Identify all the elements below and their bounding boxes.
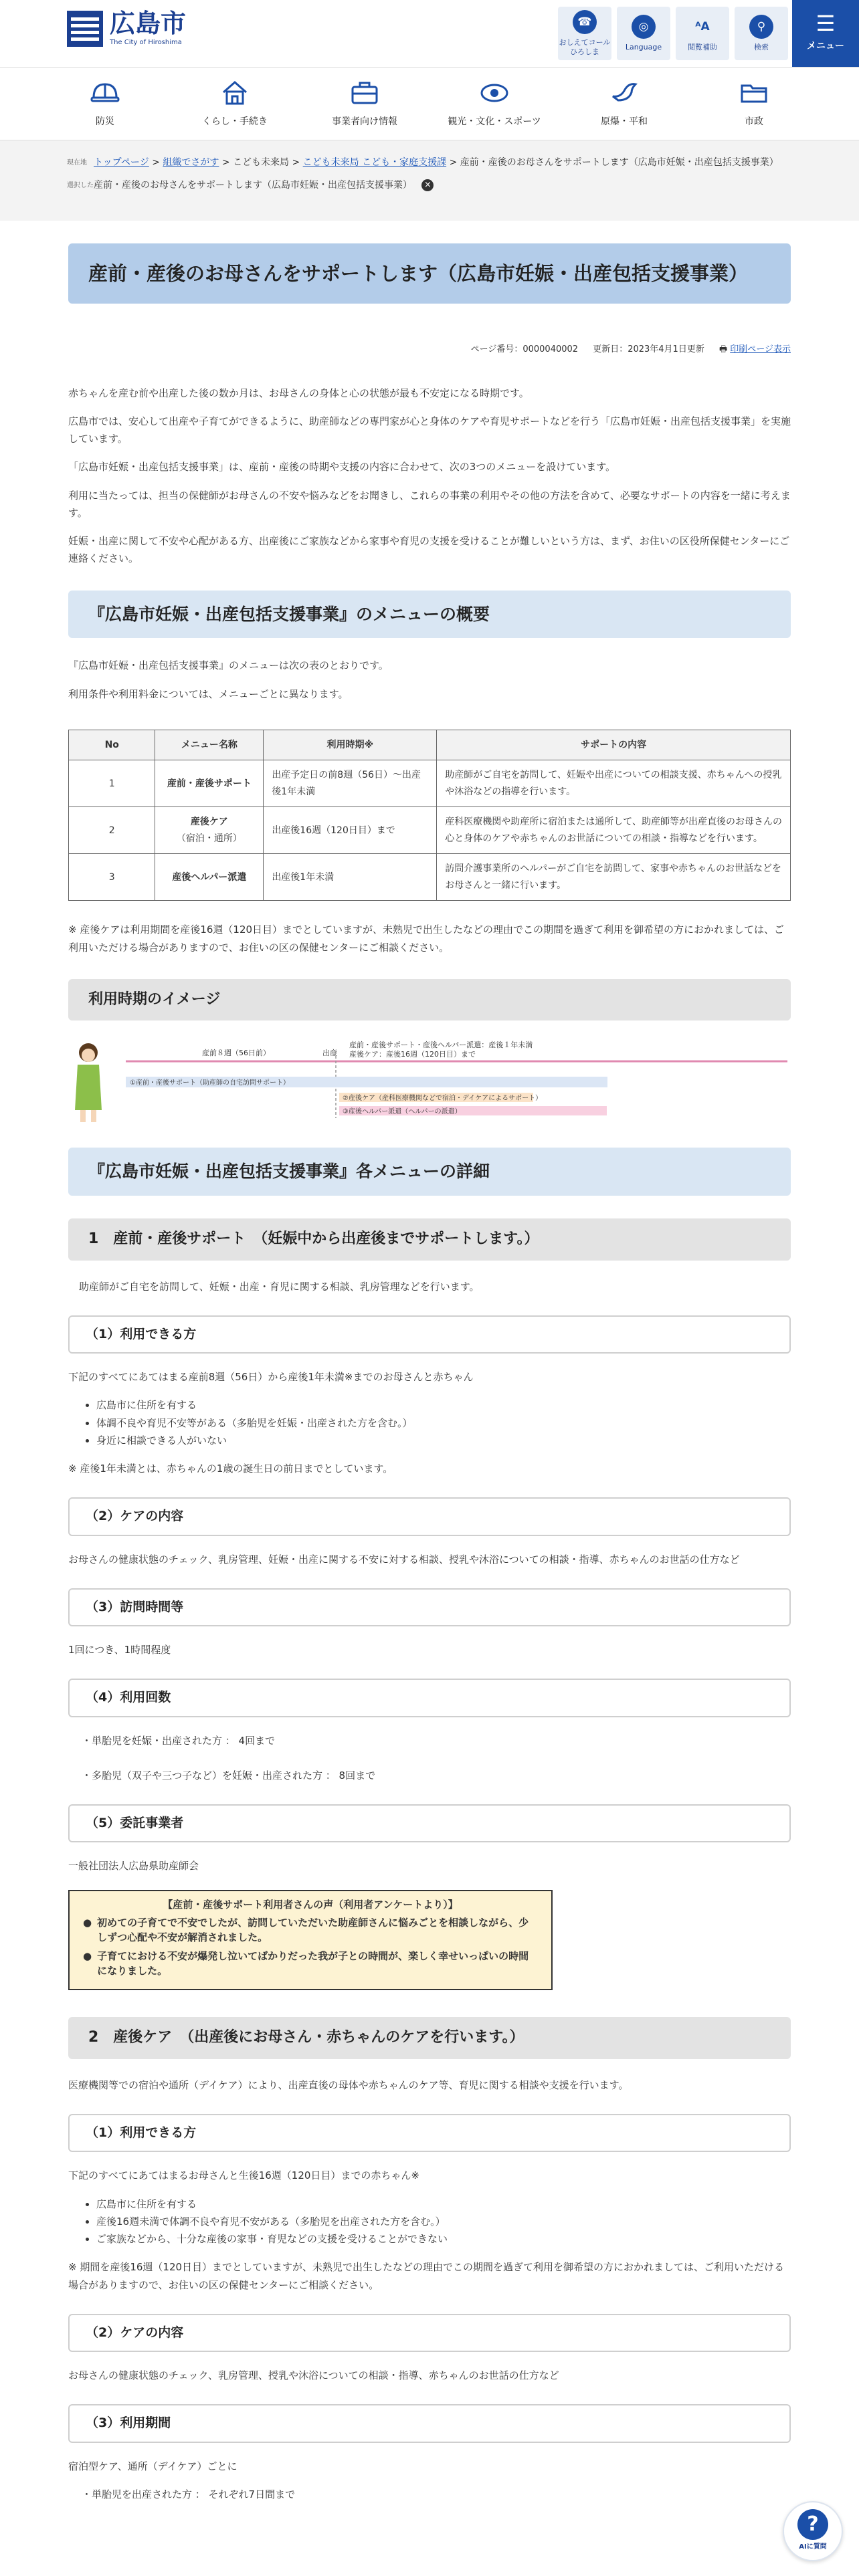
breadcrumb-bureau: こども未来局: [233, 157, 290, 168]
s2-period-text: 宿泊型ケア、通所（デイケア）ごとに: [68, 2460, 237, 2472]
timeline-bar-label: ②産後ケア（産科医療機関などで宿泊・デイケアによるサポート）: [343, 1095, 543, 1103]
timeline-bar-label: ③産後ヘルパー派遣（ヘルパーの派遣）: [343, 1108, 462, 1116]
language-button[interactable]: [617, 7, 670, 60]
timeline-diagram: [68, 1038, 791, 1125]
s1-time-text: 1回につき、1時間程度: [68, 1644, 171, 1656]
intro-paragraph: 妊娠・出産に関して不安や心配がある方、出産後にご家族などから家事や育児の支援を受けることが難しいという方は、まず、お住いの区役所保健センターにご連絡ください。: [68, 535, 790, 565]
intro-paragraph: 赤ちゃんを産む前や出産した後の数か月は、お母さんの身体と心の状態が最も不安定になる時期です。: [68, 387, 529, 399]
page-number: ページ番号：0000040002: [470, 344, 579, 354]
search-label: 検索: [754, 42, 769, 51]
gnav-label: くらし・手続き: [202, 116, 268, 127]
menu-button[interactable]: [792, 0, 859, 67]
call-center-label: おしえてコール ひろしま: [559, 37, 611, 56]
language-label: Language: [625, 42, 662, 51]
intro-text: [68, 385, 791, 568]
s2-eligible-list: [68, 2195, 791, 2248]
s1-org-text: 一般社団法人広島県助産師会: [68, 1860, 199, 1872]
gnav-item-disaster[interactable]: [40, 68, 170, 140]
s2-eligible-note: ※ 期間を産後16週（120日目）までとしていますが、未熟児で出生したなどの理由でこの期間を過ぎて利用を御希望の方におかれましては、ご利用いただける場合がありますので、お住いの区の保健センターにご相談ください。: [68, 2261, 785, 2291]
s2-eligible-text: 下記のすべてにあてはまるお母さんと生後16週（120日目）までの赤ちゃん※: [68, 2169, 419, 2182]
s2-period-list: [68, 2486, 791, 2503]
filter-tag: 選択した: [67, 181, 94, 189]
table-cell: 訪問介護事業所のヘルパーがご自宅を訪問して、家事や赤ちゃんのお世話などをお母さんと一緒に行います。: [437, 854, 791, 901]
hamburger-icon: ☰: [816, 10, 836, 36]
s2-care-heading: （2）ケアの内容: [68, 2314, 791, 2352]
logo-title: 広島市: [110, 9, 187, 38]
s1-org-heading: （5）委託事業者: [68, 1804, 791, 1842]
table-cell: [155, 807, 264, 854]
table-cell: 出産予定日の前8週（56日）～出産後1年未満: [264, 760, 437, 807]
table-cell: 2: [69, 807, 155, 854]
search-button[interactable]: [735, 7, 788, 60]
folder-icon: [739, 78, 769, 108]
list-item: ・単胎児を出産された方 ： それぞれ7日間まで: [82, 2488, 296, 2500]
list-item: • 産後16週未満で体調不良や育児不安がある（多胎児を出産された方を含む。）: [96, 2213, 791, 2230]
s1-care-heading: （2）ケアの内容: [68, 1497, 791, 1535]
timeline-bar-label: ①産前・産後サポート（助産師の自宅訪問サポート）: [130, 1079, 290, 1087]
gnav-label: 防災: [96, 116, 114, 127]
table-cell-sub: （宿泊・通所）: [176, 833, 242, 844]
gnav-label: 観光・文化・スポーツ: [448, 116, 541, 127]
breadcrumb-org-link[interactable]: 組織でさがす: [163, 157, 219, 168]
overview-text: 利用条件や利用料金については、メニューごとに異なります。: [68, 687, 349, 700]
table-cell: 1: [69, 760, 155, 807]
bullet-icon: ●: [83, 1949, 92, 1962]
breadcrumb-top-link[interactable]: トップページ: [94, 157, 149, 168]
ai-help-button[interactable]: [783, 2501, 843, 2561]
voice-item: [83, 1949, 538, 1979]
updated-date: 更新日：2023年4月1日更新: [593, 344, 704, 354]
menu-table: [68, 730, 791, 901]
list-item: • 広島市に住所を有する: [96, 2195, 791, 2213]
gnav-label: 事業者向け情報: [332, 116, 397, 127]
timeline-image: [68, 1038, 791, 1125]
list-item: • 体調不良や育児不安等がある（多胎児を妊娠・出産された方を含む。）: [96, 1414, 791, 1432]
briefcase-icon: [349, 78, 380, 108]
table-cell: 産後ヘルパー派遣: [155, 854, 264, 901]
search-icon: ⚲: [749, 15, 773, 39]
list-item: • ご家族などから、十分な産後の家事・育児などの支援を受けることができない: [96, 2230, 791, 2248]
question-icon: ?: [797, 2509, 828, 2540]
table-header: サポートの内容: [437, 730, 791, 760]
call-center-button[interactable]: [558, 7, 611, 60]
house-icon: [219, 78, 250, 108]
eye-icon: [479, 78, 510, 108]
close-icon[interactable]: ×: [421, 179, 434, 191]
filter-value: 産前・産後のお母さんをサポートします（広島市妊娠・出産包括支援事業）: [94, 179, 412, 191]
table-cell: 出産後16週（120日目）まで: [264, 807, 437, 854]
page-title: 産前・産後のお母さんをサポートします（広島市妊娠・出産包括支援事業）: [68, 243, 791, 304]
table-cell: 3: [69, 854, 155, 901]
globe-icon: ◎: [632, 15, 656, 39]
breadcrumb-tag: 現在地: [67, 159, 87, 167]
timeline-label-post: 産前・産後サポート・産後ヘルパー派遣：産後１年未満: [349, 1041, 533, 1050]
breadcrumb-dept-link[interactable]: こども未来局 こども・家庭支援課: [302, 157, 447, 168]
table-cell: 助産師がご自宅を訪問して、妊娠や出産についての相談支援、赤ちゃんへの授乳や沐浴などの指導を行います。: [437, 760, 791, 807]
s1-eligible-heading: （1）利用できる方: [68, 1315, 791, 1354]
table-cell-name: 産後ケア: [190, 817, 228, 828]
table-cell: 産前・産後サポート: [155, 760, 264, 807]
intro-paragraph: 利用に当たっては、担当の保健師がお母さんの不安や悩みなどをお聞きし、これらの事業の利用やその他の方法を含めて、必要なサポートの内容を一緒に考えます。: [68, 489, 791, 519]
s1-heading: 1 産前・産後サポート （妊娠中から出産後までサポートします。）: [68, 1218, 791, 1261]
site-logo[interactable]: [67, 11, 186, 47]
details-heading: 『広島市妊娠・出産包括支援事業』各メニューの詳細: [68, 1148, 791, 1196]
table-header-row: [69, 730, 791, 760]
accessibility-label: 閲覧補助: [688, 42, 717, 51]
table-cell: 産科医療機関や助産所に宿泊または通所して、助産師等が出産直後のお母さんの心と身体のケアや赤ちゃんのお世話についての相談・指導などを行います。: [437, 807, 791, 854]
s1-count-list: [68, 1732, 791, 1785]
intro-paragraph: 広島市では、安心して出産や子育てができるように、助産師などの専門家が心と身体のケアや育児サポートなどを行う「広島市妊娠・出産包括支援事業」を実施しています。: [68, 415, 791, 445]
voice-text: 初めての子育てで不安でしたが、訪問していただいた助産師さんに悩みごとを相談しながら、少しずつ心配や不安が解消されました。: [97, 1917, 529, 1944]
accessibility-button[interactable]: [676, 7, 729, 60]
table-header: メニュー名称: [155, 730, 264, 760]
s2-lead: 医療機関等での宿泊や通所（デイケア）により、出産直後の母体や赤ちゃんのケア等、育児に関する相談や支援を行います。: [68, 2078, 629, 2091]
voice-title: 【産前・産後サポート利用者さんの声（利用者アンケートより）】: [163, 1898, 458, 1911]
ai-help-label: AIに質問: [799, 2543, 827, 2551]
gnav-item-life[interactable]: [170, 68, 300, 140]
table-cell: 出産後1年未満: [264, 854, 437, 901]
timeline-label-pre: 産前８週（56日前）: [202, 1049, 270, 1058]
user-voice-box: [68, 1890, 553, 1991]
overview-heading: 『広島市妊娠・出産包括支援事業』のメニューの概要: [68, 591, 791, 639]
s1-lead: 助産師がご自宅を訪問して、妊娠・出産・育児に関する相談、乳房管理などを行います。: [79, 1280, 480, 1293]
main-content: [0, 221, 859, 2504]
page-meta: [68, 342, 791, 358]
header-utility-buttons: [558, 7, 788, 60]
s2-heading: 2 産後ケア （出産後にお母さん・赤ちゃんのケアを行います。）: [68, 2017, 791, 2059]
breadcrumb-current: 産前・産後のお母さんをサポートします（広島市妊娠・出産包括支援事業）: [460, 157, 779, 168]
print-link[interactable]: 印刷ページ表示: [730, 344, 791, 354]
s2-eligible-heading: （1）利用できる方: [68, 2114, 791, 2152]
s1-eligible-list: [68, 1396, 791, 1449]
table-row: [69, 854, 791, 901]
s1-eligible-note: ※ 産後1年未満とは、赤ちゃんの1歳の誕生日の前日までとしています。: [68, 1463, 393, 1475]
s2-period-heading: （3）利用期間: [68, 2404, 791, 2442]
overview-note: ※ 産後ケアは利用期間を産後16週（120日目）までとしていますが、未熟児で出生したなどの理由でこの期間を過ぎて利用を御希望の方におかれましては、ご利用いただける場合がありますので、お住いの区の保健センターにご相談ください。: [68, 924, 785, 954]
font-size-icon: ᴬA: [695, 19, 710, 33]
s1-count-heading: （4）利用回数: [68, 1679, 791, 1717]
site-header: [0, 0, 859, 67]
gnav-item-peace[interactable]: [559, 68, 689, 140]
gnav-item-business[interactable]: [300, 68, 430, 140]
voice-item: [83, 1916, 538, 1945]
intro-paragraph: 「広島市妊娠・出産包括支援事業」は、産前・産後の時期や支援の内容に合わせて、次の3つのメニューを設けています。: [68, 461, 616, 473]
list-item: ・多胎児（双子や三つ子など）を妊娠・出産された方 ： 8回まで: [82, 1769, 376, 1782]
gnav-label: 市政: [745, 116, 763, 127]
gnav-item-tourism[interactable]: [430, 68, 559, 140]
breadcrumb: 現在地 トップページ > 組織でさがす > こども未来局 > こども未来局 こども・家庭支援課 > 産前・産後のお母さんをサポートします（広島市妊娠・出産包括支援事業）: [0, 155, 859, 171]
global-nav: [0, 67, 859, 140]
table-row: [69, 760, 791, 807]
list-item: • 広島市に住所を有する: [96, 1396, 791, 1414]
voice-text: 子育てにおける不安が爆発し泣いてばかりだった我が子との時間が、楽しく幸せいっぱいの時間になりました。: [97, 1949, 529, 1977]
logo-subtitle: The City of Hiroshima: [110, 39, 182, 46]
overview-text: 『広島市妊娠・出産包括支援事業』のメニューは次の表のとおりです。: [68, 659, 389, 672]
helmet-icon: [90, 78, 120, 108]
table-header: 利用時期※: [264, 730, 437, 760]
s1-eligible-text: 下記のすべてにあてはまる産前8週（56日）から産後1年未満※までのお母さんと赤ちゃん: [68, 1371, 474, 1384]
table-row: [69, 807, 791, 854]
list-item: • 身近に相談できる人がいない: [96, 1432, 791, 1449]
timeline-heading: 利用時期のイメージ: [68, 979, 791, 1021]
s1-time-heading: （3）訪問時間等: [68, 1588, 791, 1626]
gnav-item-city[interactable]: [689, 68, 819, 140]
breadcrumb-area: [0, 140, 859, 221]
list-item: ・単胎児を妊娠・出産された方 ： 4回まで: [82, 1734, 276, 1747]
gnav-label: 原爆・平和: [601, 116, 648, 127]
timeline-label-birth: 出産: [322, 1049, 337, 1058]
selected-filter: [0, 178, 859, 194]
printer-icon: 🖶: [719, 344, 728, 354]
mother-illustration-icon: [75, 1043, 102, 1122]
phone-icon: ☎: [573, 10, 597, 34]
table-header: No: [69, 730, 155, 760]
s2-care-text: お母さんの健康状態のチェック、乳房管理、授乳や沐浴についての相談・指導、赤ちゃんのお世話の仕方など: [68, 2369, 559, 2382]
city-emblem-icon: [67, 11, 103, 47]
s1-care-text: お母さんの健康状態のチェック、乳房管理、妊娠・出産に関する不安に対する相談、授乳や沐浴についての相談・指導、赤ちゃんのお世話の仕方など: [68, 1553, 740, 1566]
menu-label: メニュー: [807, 40, 844, 51]
bullet-icon: ●: [83, 1917, 92, 1929]
timeline-label-care: 産後ケア：産後16週（120日目）まで: [349, 1050, 476, 1059]
dove-icon: [609, 78, 640, 108]
